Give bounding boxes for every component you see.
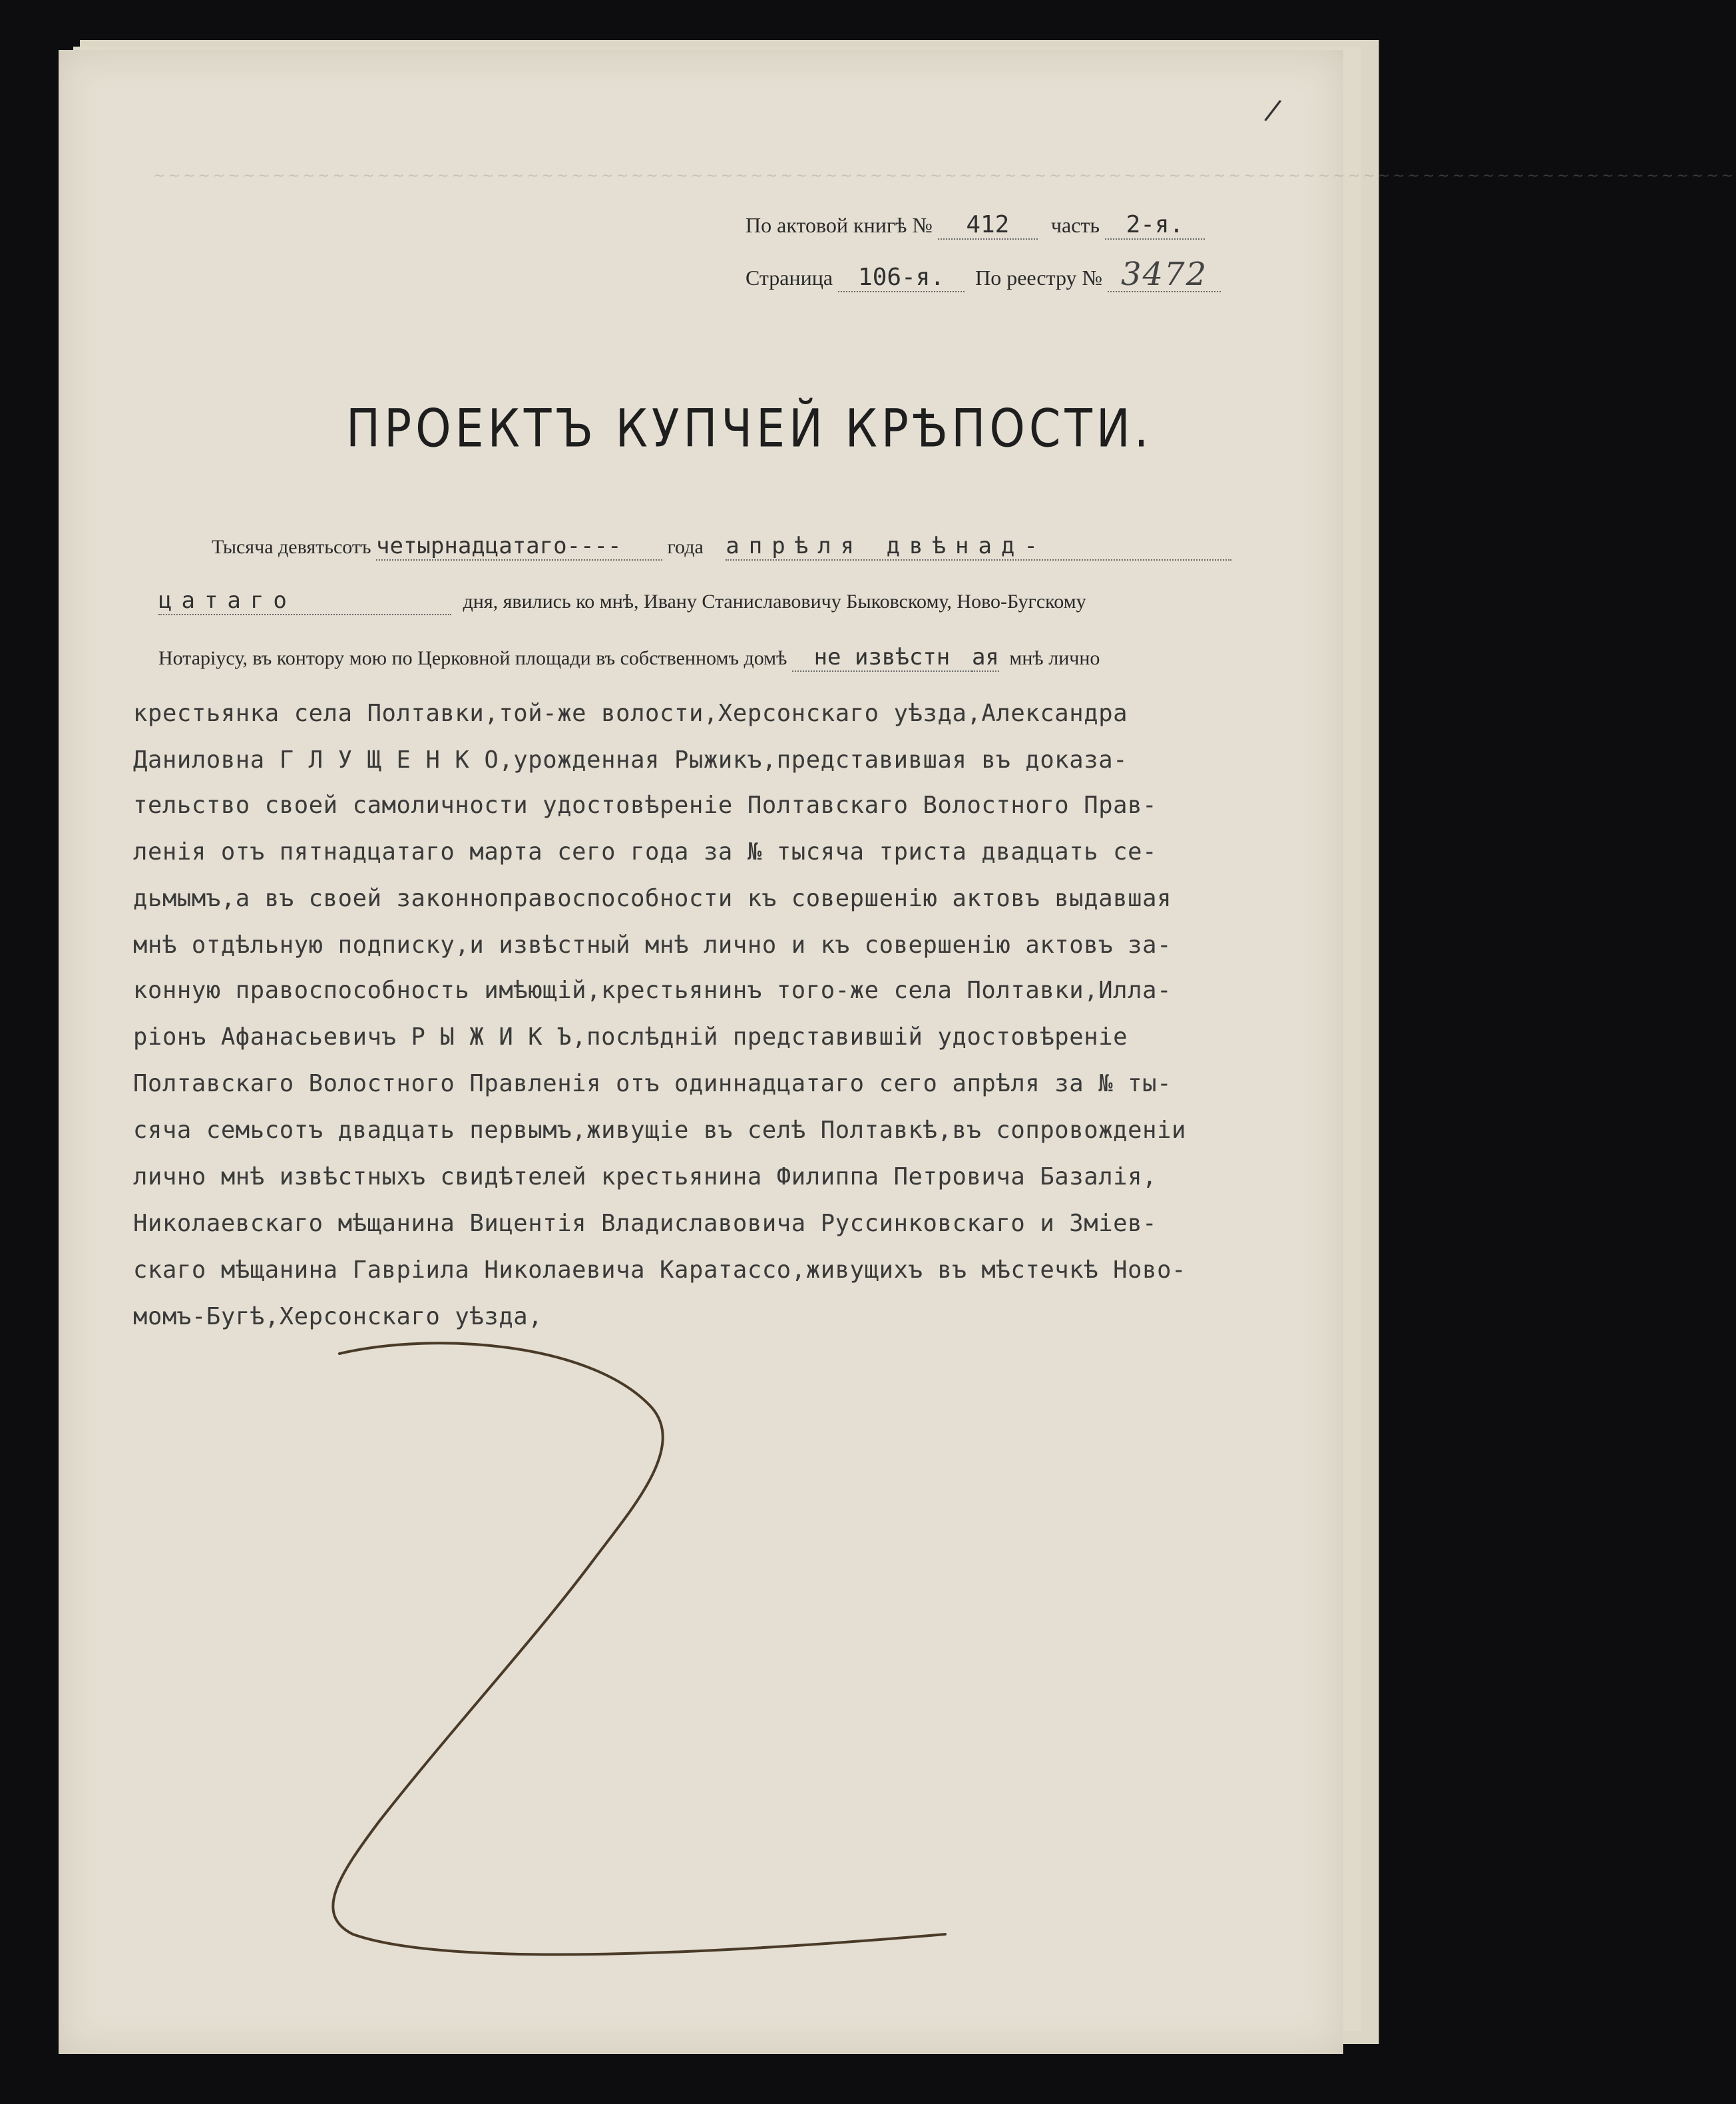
part-label: часть — [1050, 213, 1100, 237]
body-line: скаго мѣщанина Гавріила Николаевича Каратассо,живущихъ въ мѣстечкѣ Ново- — [133, 1256, 1187, 1284]
document-title: ПРОЕКТЪ КУПЧЕЙ КРѢПОСТИ. — [346, 399, 1153, 459]
register-value-wrap — [1108, 256, 1221, 293]
body-line: дьмымъ,а въ своей законноправоспособности къ совершенію актовъ выдавшая — [133, 885, 1172, 912]
register-value: 3472 — [1121, 256, 1208, 293]
year-value: четырнадцатаго---- — [376, 533, 662, 561]
known-value: не извѣстн — [792, 644, 972, 672]
closing-pen-stroke — [313, 1335, 965, 1968]
personally-text: мнѣ лично — [1009, 647, 1100, 669]
body-line: тельство своей самоличности удостовѣреніе Полтавскаго Волостного Прав- — [133, 792, 1158, 819]
year-label: Тысяча девятьсотъ — [212, 536, 371, 558]
day-value: цатаго — [158, 587, 451, 615]
body-line: Полтавскаго Волостного Правленія отъ одиннадцатаго сего апрѣля за № ты- — [133, 1070, 1172, 1097]
office-text: Нотаріусу, въ контору мою по Церковной площади въ собственномъ домѣ — [158, 647, 787, 669]
header-book-line — [746, 212, 1205, 240]
body-line: мнѣ отдѣльную подписку,и извѣстный мнѣ лично и къ совершенію актовъ за- — [133, 931, 1172, 959]
body-line: Николаевскаго мѣщанина Вицентія Владиславовича Руссинковскаго и Зміев- — [133, 1210, 1158, 1237]
body-line: Даниловна Г Л У Щ Е Н К О,урожденная Рыжикъ,представившая въ доказа- — [133, 746, 1128, 774]
body-line: ленія отъ пятнадцатаго марта сего года за № тысяча триста двадцать се- — [133, 838, 1158, 866]
body-line: ріонъ Афанасьевичъ Р Ы Ж И К Ъ,послѣдній представившій удостовѣреніе — [133, 1023, 1128, 1051]
known-suffix: ая — [971, 644, 999, 670]
intro-day-line — [158, 587, 1086, 615]
body-line: момъ-Бугѣ,Херсонскаго уѣзда, — [133, 1303, 543, 1330]
bleed-through-text: ~~~~~~~~~~~~~~~~~~~~~~~~~~~~~~~~~~~~~~~~~~~~~~~~~~~~~~~~~~~~~~~~~~~~~~~~~~~~~~~~~~~~~~~~~~~~~~~~~~~~~~~~~~ — [153, 168, 1736, 184]
intro-office-line — [158, 644, 1100, 672]
body-line: лично мнѣ извѣстныхъ свидѣтелей крестьянина Филиппа Петровича Базалія, — [133, 1163, 1158, 1190]
body-line: сяча семьсотъ двадцать первымъ,живущіе въ селѣ Полтавкѣ,въ сопровожденіи — [133, 1117, 1187, 1144]
corner-pencil-mark: / — [1262, 93, 1284, 128]
book-number: 412 — [938, 212, 1038, 240]
page-value: 106-я. — [838, 264, 965, 292]
year-suffix: года — [667, 536, 704, 558]
header-page-line — [746, 256, 1221, 293]
book-label: По актовой книгѣ № — [746, 213, 933, 237]
part-value: 2-я. — [1105, 212, 1205, 240]
body-line: крестьянка села Полтавки,той-же волости,Херсонскаго уѣзда,Александра — [133, 700, 1128, 727]
register-label: По реестру № — [975, 266, 1103, 290]
intro-year-line — [212, 533, 1231, 561]
body-line: конную правоспособность имѣющій,крестьянинъ того-же села Полтавки,Илла- — [133, 977, 1172, 1004]
page-label: Страница — [746, 266, 833, 290]
month-value: апрѣля двѣнад- — [726, 533, 1231, 561]
day-suffix: дня, явились ко мнѣ, Ивану Станиславовичу Быковскому, Ново-Бугскому — [463, 591, 1086, 613]
